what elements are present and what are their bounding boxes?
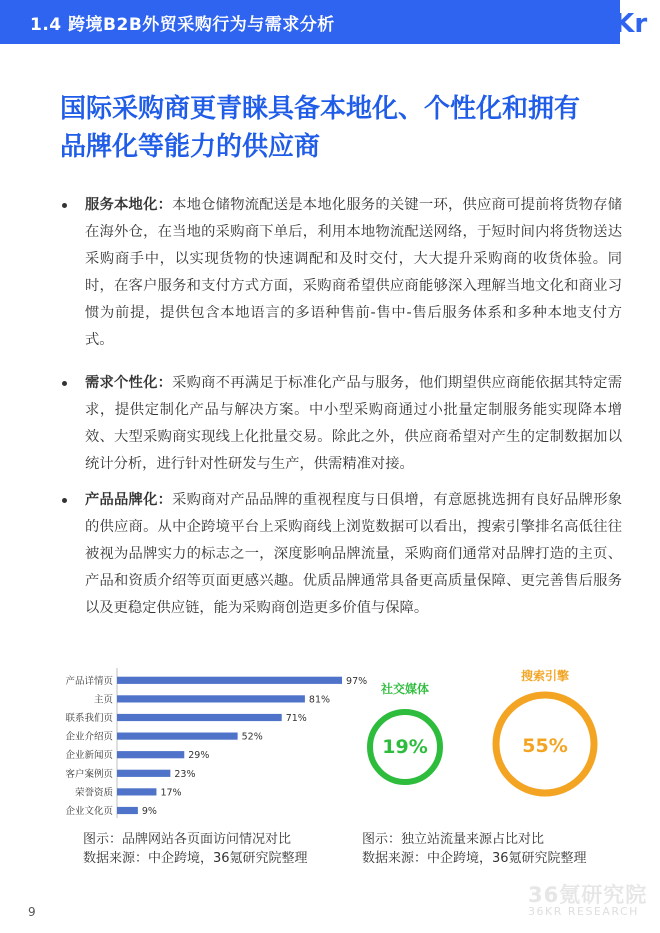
bullet-dot — [62, 498, 67, 503]
bullet-paragraph — [85, 370, 622, 478]
ring-chart-caption — [362, 830, 587, 868]
bullet-body: 采购商对产品品牌的重视程度与日俱增，有意愿挑选拥有良好品牌形象的供应商。从中企跨境平台上采购商线上浏览数据可以看出，搜索引擎排名高低往往被视为品牌实力的标志之一，深度影响品牌流量，采购商们通常对品牌打造的主页、产品和资质介绍等页面更感兴趣。优质品牌通常具备更高质量保障、更完善售后服务以及更稳定供应链，能为采购商创造更多价值与保障。 — [85, 492, 623, 616]
bar-category-label: 荣誉资质 — [74, 787, 113, 799]
bar-value-label: 52% — [241, 731, 263, 743]
bar-value-label: 17% — [160, 787, 182, 799]
bar-value-label: 81% — [308, 694, 331, 706]
bar-category-label: 企业介绍页 — [65, 731, 113, 743]
ring-graphic — [360, 702, 490, 832]
bar — [117, 807, 138, 814]
bullet-dot — [62, 381, 67, 386]
bullet-service-localization — [62, 192, 622, 354]
bar-category-label: 产品详情页 — [65, 675, 113, 687]
bar — [117, 788, 156, 795]
bar — [117, 770, 170, 777]
bar-category-label: 联系我们页 — [65, 713, 113, 724]
ring-series-label: 搜索引擎 — [520, 669, 569, 683]
watermark-en: 36KR RESEARCH — [528, 905, 639, 918]
bullet-heading: 产品品牌化： — [85, 492, 173, 508]
caption-source: 数据来源：中企跨境，36氪研究院整理 — [83, 851, 308, 866]
headline-line-2: 品牌化等能力的供应商 — [60, 132, 321, 162]
bar — [117, 733, 238, 740]
bar-value-label: 29% — [188, 750, 210, 762]
ring-value-label: 19% — [382, 736, 428, 758]
bar-value-label: 97% — [346, 675, 368, 687]
bar-category-label: 企业文化页 — [65, 806, 113, 817]
bullet-paragraph — [85, 487, 622, 622]
page-number: 9 — [28, 905, 36, 919]
bullet-body: 本地仓储物流配送是本地化服务的关键一环，供应商可提前将货物存储在海外仓，在当地的采购商下单后，利用本地物流配送网络，于短时间内将货物送达采购商手中，以实现货物的快速调配和及时交付，大大提升采购商的收货体验。同时，在客户服务和支付方式方面，采购商希望供应商能够深入理解当地文化和商业习惯为前提，提供包含本地语言的多语种售前-售中-售后服务体系和多种本地支付方式。 — [85, 197, 623, 348]
page-visits-bar-chart — [45, 668, 368, 818]
caption-title: 图示：独立站流量来源占比对比 — [362, 832, 545, 847]
bar-category-label: 主页 — [93, 694, 113, 706]
bullet-product-branding — [62, 487, 622, 622]
bar — [117, 751, 184, 758]
bar-value-label: 23% — [174, 768, 196, 780]
watermark-cn: 36氪研究院 — [528, 883, 648, 907]
page-headline — [60, 90, 620, 166]
bar-chart-caption — [83, 830, 308, 868]
caption-title: 图示：品牌网站各页面访问情况对比 — [83, 832, 292, 847]
headline-line-1: 国际采购商更青睐具备本地化、个性化和拥有 — [60, 94, 581, 124]
section-title: 1.4 跨境B2B外贸采购行为与需求分析 — [30, 15, 335, 35]
bullet-paragraph — [85, 192, 622, 354]
bar-value-label: 9% — [141, 806, 157, 817]
ring-value-label: 55% — [522, 735, 568, 757]
ring-series-label: 社交媒体 — [380, 682, 429, 696]
bullet-dot — [62, 203, 67, 208]
bullet-body: 采购商不再满足于标准化产品与服务，他们期望供应商能依据其特定需求，提供定制化产品与解决方案。中小型采购商通过小批量定制服务能实现降本增效、大型采购商实现线上化批量交易。除此之外，供应商希望对产生的定制数据加以统计分析，进行针对性研发与生产，供需精准对接。 — [85, 375, 623, 472]
bar — [117, 695, 305, 702]
bullet-heading: 服务本地化： — [85, 197, 173, 213]
brand-logo-text: 36Kr — [578, 9, 648, 39]
bullet-heading: 需求个性化： — [85, 375, 173, 391]
bar-value-label: 71% — [285, 713, 307, 724]
brand-logo — [574, 2, 660, 46]
bar — [117, 714, 282, 721]
bullet-demand-personalization — [62, 370, 622, 478]
bar-category-label: 客户案例页 — [65, 768, 113, 780]
bar-category-label: 企业新闻页 — [65, 750, 113, 762]
bar — [117, 677, 342, 684]
caption-source: 数据来源：中企跨境，36氪研究院整理 — [362, 851, 587, 866]
